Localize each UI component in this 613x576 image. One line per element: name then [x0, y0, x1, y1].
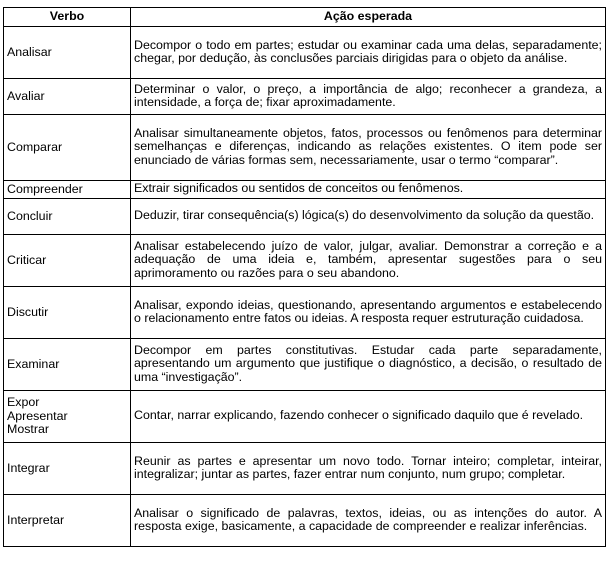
verb-cell: Criticar — [4, 235, 131, 287]
description-cell: Decompor o todo em partes; estudar ou examinar cada uma delas, separadamente; chegar, por dedução, às conclusões parciais dirigidas para o objeto da análise. — [131, 27, 606, 79]
table-header-row — [4, 8, 606, 27]
table-row — [4, 339, 606, 391]
verb-cell: Analisar — [4, 27, 131, 79]
description-cell: Analisar o significado de palavras, textos, ideias, ou as intenções do autor. A resposta exige, basicamente, a capacidade de compreender e realizar inferências. — [131, 495, 606, 547]
description-cell: Analisar estabelecendo juízo de valor, julgar, avaliar. Demonstrar a correção e a adequação de uma ideia e, também, apresentar sugestões para o seu aprimoramento ou razões para o seu abandono. — [131, 235, 606, 287]
verb-cell: Avaliar — [4, 79, 131, 115]
description-cell: Contar, narrar explicando, fazendo conhecer o significado daquilo que é revelado. — [131, 391, 606, 443]
header-acao-esperada: Ação esperada — [131, 8, 606, 27]
description-cell: Analisar, expondo ideias, questionando, apresentando argumentos e estabelecendo o relacionamento entre fatos ou ideias. A resposta requer estruturação cuidadosa. — [131, 287, 606, 339]
verbs-table-container — [3, 7, 606, 547]
verb-cell: Comparar — [4, 115, 131, 181]
table-row — [4, 443, 606, 495]
table-row — [4, 27, 606, 79]
verbs-table — [3, 7, 606, 547]
table-row — [4, 235, 606, 287]
table-row — [4, 287, 606, 339]
verb-cell: Interpretar — [4, 495, 131, 547]
description-cell: Analisar simultaneamente objetos, fatos, processos ou fenômenos para determinar semelhanças e diferenças, indicando as relações existentes. O item pode ser enunciado de várias formas sem, necessariamente, usar o termo “comparar”. — [131, 115, 606, 181]
description-cell: Determinar o valor, o preço, a importância de algo; reconhecer a grandeza, a intensidade, a força de; fixar aproximadamente. — [131, 79, 606, 115]
table-row — [4, 495, 606, 547]
table-row — [4, 391, 606, 443]
verb-cell: Integrar — [4, 443, 131, 495]
table-row — [4, 115, 606, 181]
verb-cell: Compreender — [4, 181, 131, 199]
verb-cell: Concluir — [4, 199, 131, 235]
description-cell: Extrair significados ou sentidos de conceitos ou fenômenos. — [131, 181, 606, 199]
header-verbo: Verbo — [4, 8, 131, 27]
verb-cell: Examinar — [4, 339, 131, 391]
description-cell: Reunir as partes e apresentar um novo todo. Tornar inteiro; completar, inteirar, integralizar; juntar as partes, fazer entrar num conjunto, num grupo; completar. — [131, 443, 606, 495]
verb-cell: Discutir — [4, 287, 131, 339]
description-cell: Deduzir, tirar consequência(s) lógica(s) do desenvolvimento da solução da questão. — [131, 199, 606, 235]
table-row — [4, 181, 606, 199]
verb-cell: Expor Apresentar Mostrar — [4, 391, 131, 443]
description-cell: Decompor em partes constitutivas. Estudar cada parte separadamente, apresentando um argumento que justifique o diagnóstico, a decisão, o resultado de uma “investigação”. — [131, 339, 606, 391]
table-row — [4, 79, 606, 115]
table-row — [4, 199, 606, 235]
